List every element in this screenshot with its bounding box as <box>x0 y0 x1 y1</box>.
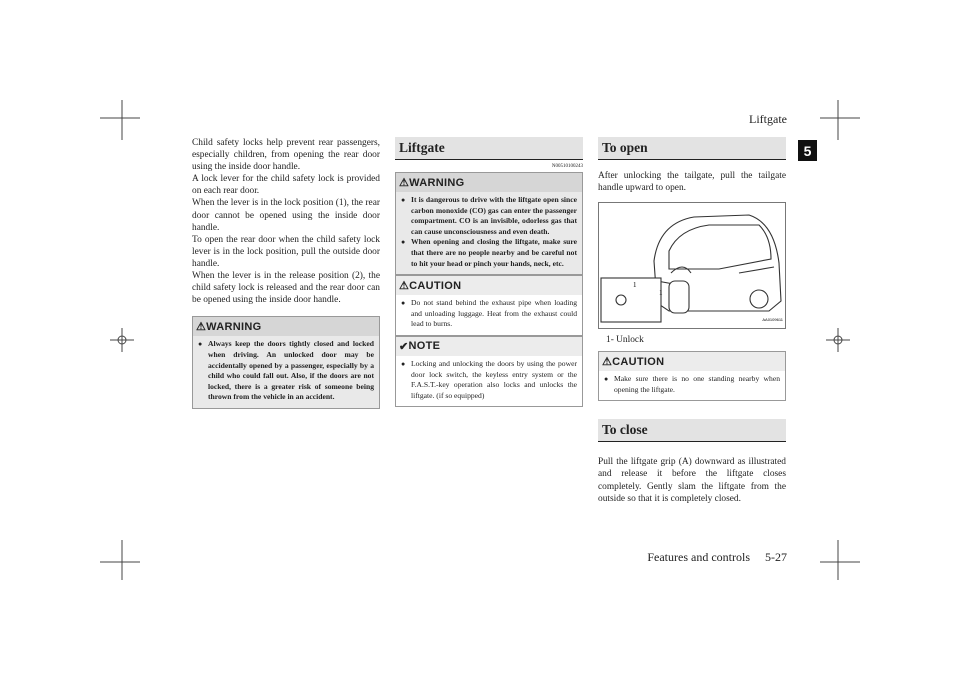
note-box <box>395 336 583 407</box>
caution-header: ⚠ CAUTION <box>396 276 582 295</box>
section-title: Liftgate <box>395 137 583 160</box>
page-footer <box>647 550 787 565</box>
bullet-item: ● Locking and unlocking the doors by using the power door lock switch, the keyless entry system or the F.A.S.T.-key operation also locks and unlocks the liftgate. (if so equipped) <box>401 358 577 400</box>
caution-box <box>395 275 583 336</box>
note-check-icon: ✔ <box>399 340 409 353</box>
bullet-icon: ● <box>401 359 406 368</box>
chapter-tab: 5 <box>798 140 817 161</box>
warning-body <box>396 192 582 274</box>
header-title: Liftgate <box>749 112 787 126</box>
warning-header: ⚠ WARNING <box>193 317 379 336</box>
figure-caption: 1- Unlock <box>606 335 644 346</box>
car-rear-illustration <box>599 203 787 328</box>
bullet-item: ● When opening and closing the liftgate, make sure that there are no people nearby and be careful not to hit your head or pinch your hands, neck, etc. <box>401 237 577 268</box>
open-section-title: To open <box>598 137 786 160</box>
paragraph: When the lever is in the release position (2), the child safety lock is released and the rear door can be opened using the inside door handle. <box>192 271 380 306</box>
warning-header: ⚠ WARNING <box>396 173 582 192</box>
open-text: After unlocking the tailgate, pull the tailgate handle upward to open. <box>598 171 786 194</box>
caution-header: ⚠ CAUTION <box>599 352 785 371</box>
warning-body <box>193 336 379 408</box>
close-section-title: To close <box>598 419 786 442</box>
bullet-item: ● Always keep the doors tightly closed and locked when driving. An unlocked door may be accidentally opened by a passenger, especially by a child who could fall out. Also, if the doors are not locked, there is a greater risk of someone being thrown from the vehicle in an accident. <box>198 339 374 402</box>
bullet-icon: ● <box>401 238 406 247</box>
bullet-item: ● Make sure there is no one standing nearby when opening the liftgate. <box>604 374 780 394</box>
column-2 <box>395 137 583 407</box>
figure-code: AA0109611 <box>762 317 783 323</box>
bullet-icon: ● <box>401 196 406 204</box>
column-3 <box>598 137 786 505</box>
paragraph: Child safety locks help prevent rear passengers, especially children, from opening the rear door using the inside door handle. <box>192 138 380 173</box>
warning-triangle-icon: ⚠ <box>399 177 410 189</box>
bullet-item: ● Do not stand behind the exhaust pipe when loading and unloading luggage. Heat from the exhaust could lead to burns. <box>401 298 577 329</box>
figure-callout: 1 <box>633 281 637 290</box>
paragraph: A lock lever for the child safety lock is provided on each rear door. <box>192 174 380 197</box>
paragraph: When the lever is in the lock position (1), the rear door cannot be opened using the inside door handle. <box>192 198 380 233</box>
bullet-icon: ● <box>401 299 406 308</box>
caution-triangle-icon: ⚠ <box>602 356 613 369</box>
close-text: Pull the liftgate grip (A) downward as illustrated and release it before the liftgate closes completely. Gently slam the liftgate from the outside so that it is completely closed. <box>598 457 786 504</box>
column-1 <box>192 137 380 409</box>
caution-body <box>396 295 582 335</box>
figure-callout: 1 <box>659 289 663 298</box>
bullet-icon: ● <box>198 340 203 349</box>
caution-body <box>599 371 785 400</box>
caution-triangle-icon: ⚠ <box>399 280 410 293</box>
footer-page: 5-27 <box>765 550 787 564</box>
bullet-item: ● It is dangerous to drive with the liftgate open since carbon monoxide (CO) gas can enter the passenger compartment. CO is an invisible, odorless gas that can cause unconsciousness and even death. <box>401 195 577 236</box>
note-header: ✔ NOTE <box>396 337 582 356</box>
caution-box <box>598 351 786 401</box>
note-body <box>396 356 582 406</box>
bullet-icon: ● <box>604 375 609 384</box>
paragraph: To open the rear door when the child safety lock lever is in the lock position, pull the outside door handle. <box>192 234 380 269</box>
liftgate-illustration <box>598 202 786 329</box>
footer-section: Features and controls <box>647 550 750 564</box>
section-code: N00510100243 <box>551 164 583 169</box>
warning-box <box>192 316 380 409</box>
warning-triangle-icon: ⚠ <box>196 321 207 334</box>
warning-box <box>395 172 583 275</box>
